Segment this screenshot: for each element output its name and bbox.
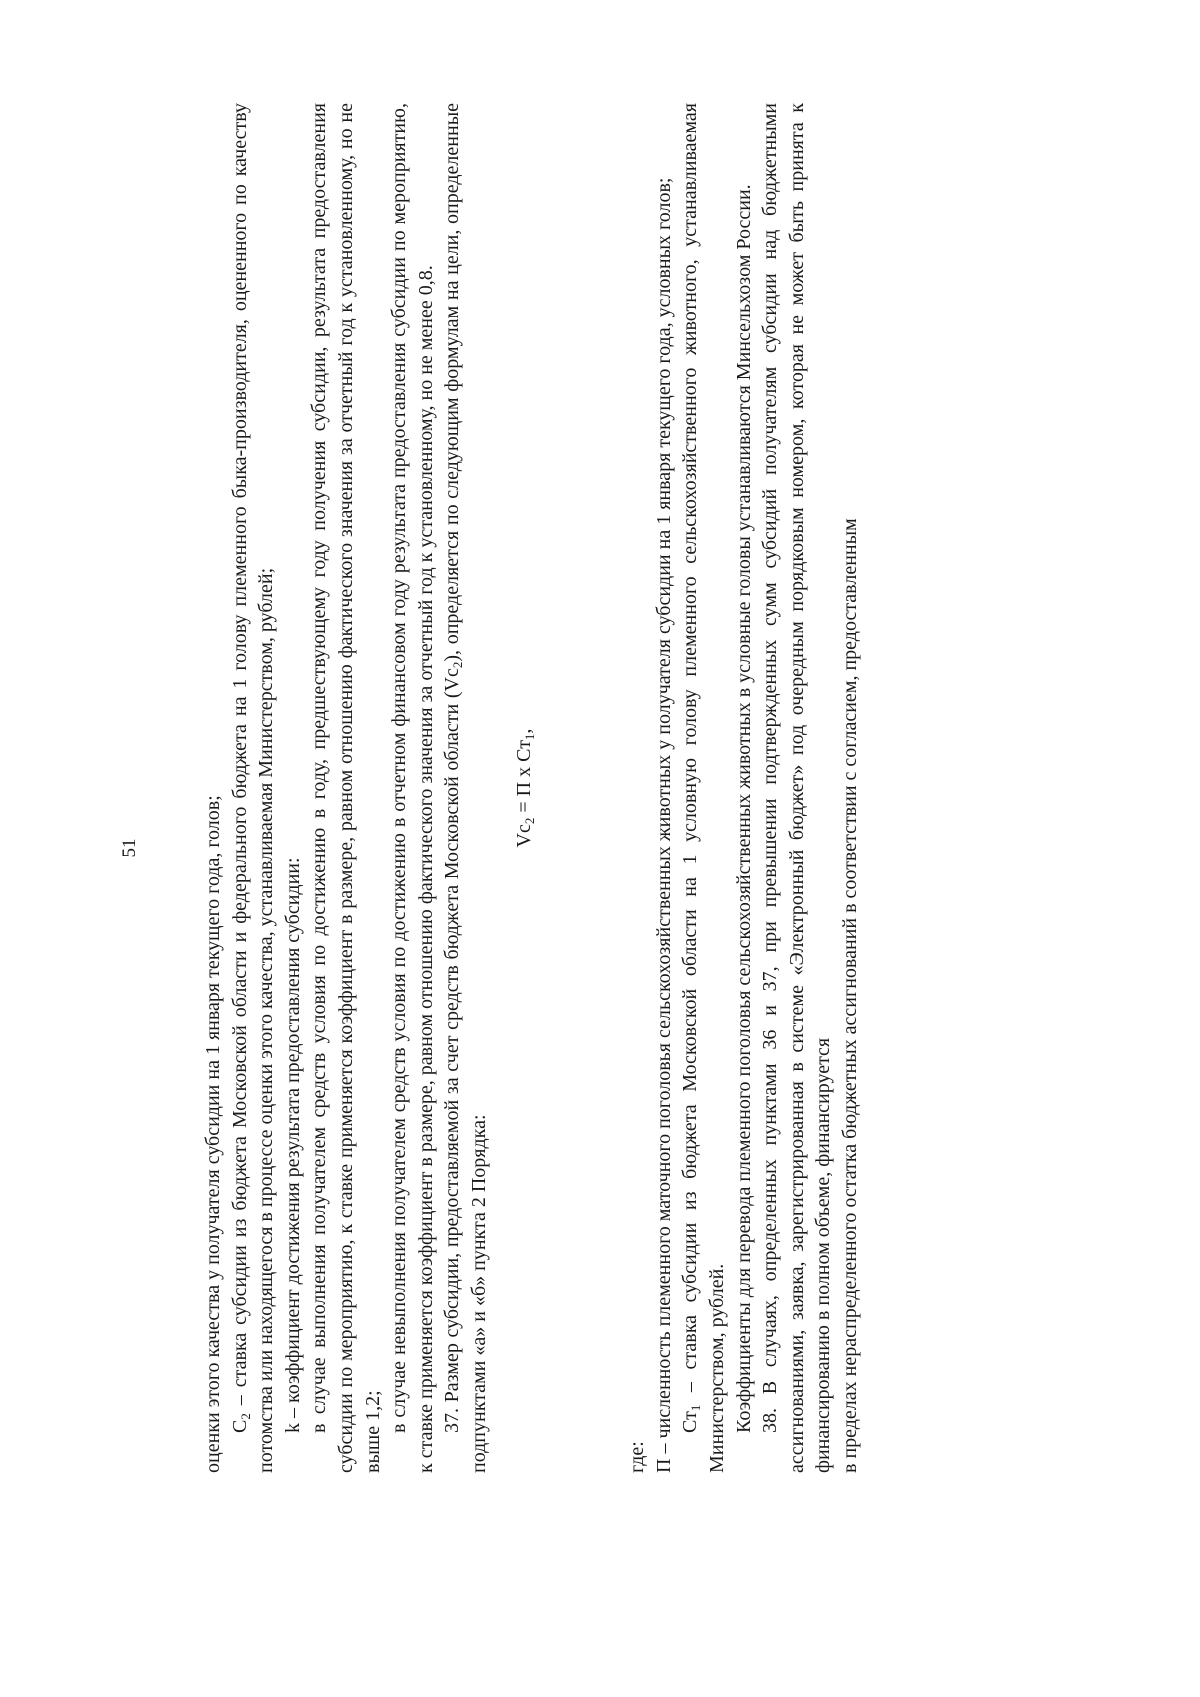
paragraph-p-definition: П – численность племенного маточного поголовья сельскохозяйственных животных у получателя субсидии на 1 января текущего года, условных голов;: [652, 177, 675, 1473]
rotated-document-page: [120, 98, 1080, 1598]
paragraph-st1-definition: $Ст_1$ – ставка субсидии из бюджета Московской области на 1 условную голову племенного сельскохозяйственного животного, устанавливаемая Министерством, рублей.: [679, 103, 728, 1473]
paragraph-38: 38. В случаях, определенных пунктами 36 и 37, при превышении подтвержденных сумм субсидий получателям субсидии над бюджетными ассигнованиями, заявка, зарегистрированная в системе «Электронный бюджет» под очередным порядковым номером, которая не может быть принята к финансированию в полном объеме, финансируется: [759, 103, 835, 1473]
paragraph-k-definition: k – коэффициент достижения результата предоставления субсидии:: [281, 857, 304, 1433]
formula-vc2: $Vc_2 = П$ x $Ст_1$,: [512, 728, 537, 848]
paragraph-c2-definition: $С_2$ – ставка субсидии из бюджета Московской области и федерального бюджета на 1 голову племенного быка-производителя, оцененного по качеству потомства или находящегося в процессе оценки этого качества, устанавливаемая Министерством, рублей;: [228, 103, 278, 1473]
paragraph-37: 37. Размер субсидии, предоставляемой за счет средств бюджета Московской области $(Vc_2)$, определяется по следующим формулам на цели, определенные подпунктами «а» и «б» пункта 2 Порядка:: [441, 102, 490, 1473]
paragraph-where: где:: [626, 1441, 649, 1473]
paragraph-k-fulfilled: в случае выполнения получателем средств условия по достижению в году, предшествующему году получения субсидии, результата предоставления субсидии по мероприятию, к ставке применяется коэффициент в размере, равном отношению фактического значения за отчетный год к установленному, но не выше 1,2;: [308, 103, 384, 1473]
document-body: [200, 103, 863, 1473]
paragraph-38-continuation: в пределах нераспределенного остатка бюджетных ассигнований в соответствии с согласием, предоставленным: [838, 518, 861, 1473]
page-number: 51: [119, 838, 140, 858]
paragraph-continuation: оценки этого качества у получателя субсидии на 1 января текущего года, голов;: [202, 795, 224, 1473]
paragraph-k-not-fulfilled: в случае невыполнения получателем средств условия по достижению в отчетном финансовом году результата предоставления субсидии по мероприятию, к ставке применяется коэффициент в размере, равном отношению фактического значения за отчетный год к установленному, но не менее 0,8.: [388, 103, 437, 1473]
paragraph-coefficients: Коэффициенты для перевода племенного поголовья сельскохозяйственных животных в условные головы устанавливаются Минсельхозом России.: [732, 184, 755, 1433]
spacer: [567, 103, 624, 1473]
